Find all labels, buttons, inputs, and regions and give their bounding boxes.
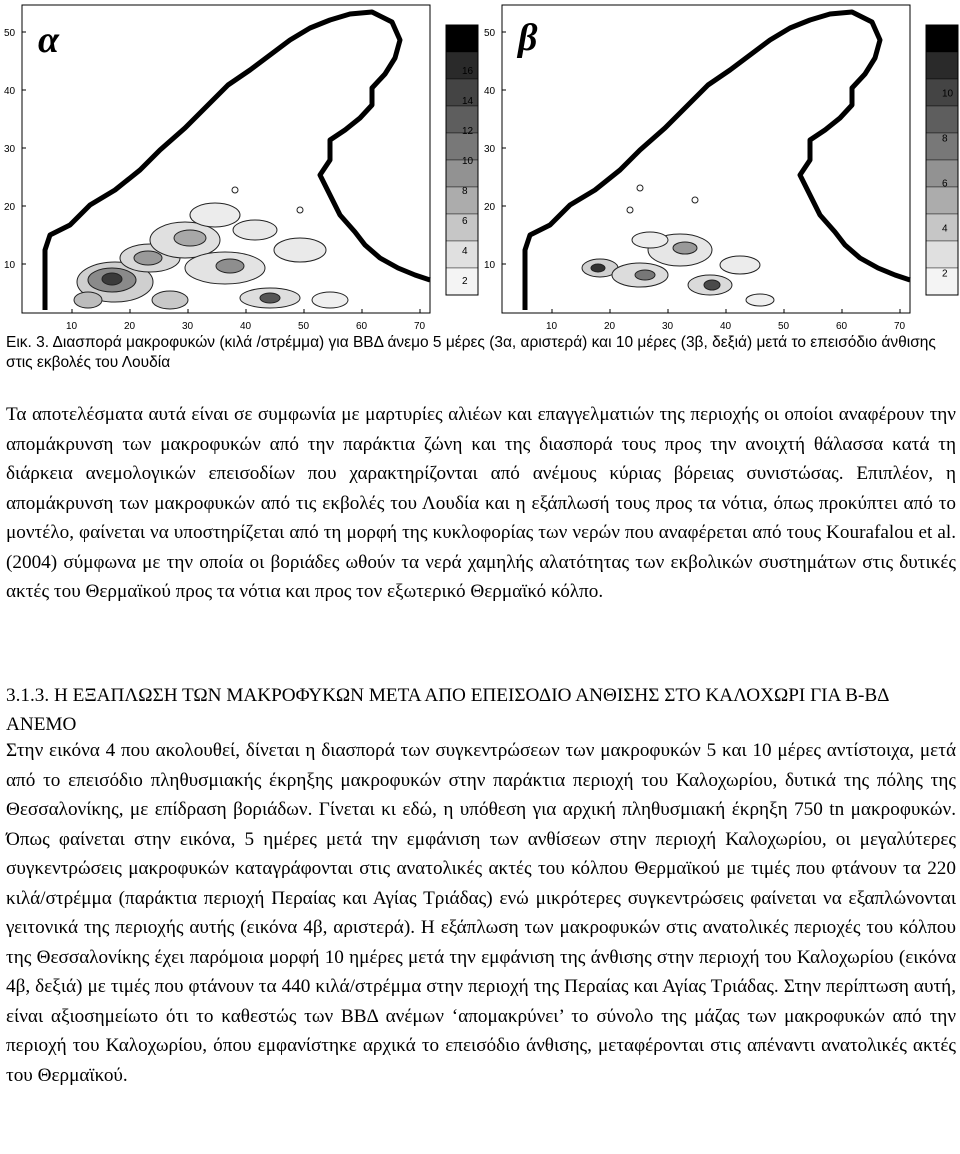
- x-tick-label: 70: [894, 321, 906, 332]
- colorbar-tick-label: 8: [942, 133, 948, 145]
- colorbar-segment: [926, 52, 958, 79]
- y-tick-label: 10: [484, 260, 496, 271]
- colorbar-tick-label: 10: [462, 156, 474, 167]
- panel-b-contours: [582, 185, 774, 306]
- x-tick-label: 50: [298, 321, 310, 332]
- colorbar-tick-label: 6: [462, 216, 468, 227]
- y-tick-label: 20: [4, 202, 16, 213]
- colorbar-segment: [926, 241, 958, 268]
- x-tick-label: 60: [356, 321, 368, 332]
- y-tick-label: 20: [484, 202, 496, 213]
- panel-a: [4, 5, 478, 332]
- x-tick-label: 30: [662, 321, 674, 332]
- panel-b-frame: [502, 5, 910, 313]
- x-tick-label: 60: [836, 321, 848, 332]
- colorbar-tick-label: 16: [462, 66, 474, 77]
- colorbar-tick-label: 18: [462, 36, 474, 47]
- y-tick-label: 30: [484, 144, 496, 155]
- y-tick-label: 50: [4, 28, 16, 39]
- panel-b: [484, 5, 958, 332]
- y-tick-label: 10: [4, 260, 16, 271]
- section-heading: 3.1.3. Η ΕΞΑΠΛΩΣΗ ΤΩΝ ΜΑΚΡΟΦΥΚΩΝ ΜΕΤΑ ΑΠΟ ΕΠΕΙΣΟΔΙΟ ΑΝΘΙΣΗΣ ΣΤΟ ΚΑΛΟΧΩΡΙ ΓΙΑ Β-ΒΔ ΑΝΕΜΟ: [6, 685, 889, 735]
- panel-a-label: α: [38, 19, 60, 61]
- y-tick-label: 50: [484, 28, 496, 39]
- panel-b-colorbar: [926, 25, 958, 295]
- colorbar-tick-label: 2: [462, 276, 468, 287]
- panel-a-contours: [74, 187, 348, 309]
- colorbar-tick-label: 4: [942, 223, 948, 235]
- x-tick-label: 40: [240, 321, 252, 332]
- colorbar-tick-label: 2: [942, 268, 948, 280]
- x-tick-label: 40: [720, 321, 732, 332]
- colorbar-tick-label: 12: [942, 43, 954, 55]
- colorbar-segment: [926, 187, 958, 214]
- colorbar-tick-label: 12: [462, 126, 474, 137]
- x-tick-label: 10: [66, 321, 78, 332]
- panel-a-x-ticks: [66, 309, 426, 332]
- panel-b-y-ticks: [484, 28, 506, 271]
- y-tick-label: 40: [4, 86, 16, 97]
- x-tick-label: 50: [778, 321, 790, 332]
- panel-b-x-ticks: [546, 309, 906, 332]
- colorbar-tick-label: 14: [462, 96, 474, 107]
- panel-b-label: β: [518, 17, 538, 59]
- paragraph-2: Στην εικόνα 4 που ακολουθεί, δίνεται η διασπορά των συγκεντρώσεων των μακροφυκών 5 και 10 μέρες αντίστοιχα, μετά από το επεισόδιο πληθυσμιακής έκρηξης μακροφυκών στην παράκτια περιοχή του Καλοχωρίου, δυτικά της πόλης της Θεσσαλονίκης, με επίδραση βοριάδων. Γίνεται κι εδώ, η υπόθεση για αρχική πληθυσμιακή έκρηξη 750 tn μακροφυκών. Όπως φαίνεται στην εικόνα, 5 ημέρες μετά την εμφάνιση των ανθίσεων στην περιοχή Καλοχωρίου, οι μεγαλύτερες συγκεντρώσεις μακροφυκών καταγράφονται στις ανατολικές ακτές του κόλπου Θερμαϊκού με τιμές που φτάνουν τα 220 κιλά/στρέμμα (παράκτια περιοχή Περαίας και Αγίας Τριάδας) ενώ μικρότερες συγκεντρώσεις φαίνεται να εξαπλώνονται γειτονικά της περιοχής αυτής (εικόνα 4β, αριστερά). Η εξάπλωση των μακροφυκών στις ανατολικές περιοχές του κόλπου της Θεσσαλονίκης έχει παρόμοια μορφή 10 ημέρες μετά την εμφάνιση της άνθισης στην περιοχή του Καλοχωρίου (εικόνα 4β, δεξιά) με τιμές που φτάνουν τα 440 κιλά/στρέμμα στην περιοχή της Περαίας και Αγίας Τριάδας. Στην περίπτωση αυτή, είναι αξιοσημείωτο ότι το καθεστώς των ΒΒΔ ανέμων ‘απομακρύνει’ το σύνολο της μάζας των μακροφυκών από την περιοχή του Καλοχωρίου, όπου εμφανίστηκε αρχικά το επεισόδιο άνθισης, μεταφέρονται στις απέναντι ανατολικές ακτές του Θερμαϊκού.: [6, 740, 956, 1086]
- colorbar-tick-label: 8: [462, 186, 468, 197]
- x-tick-label: 10: [546, 321, 558, 332]
- x-tick-label: 70: [414, 321, 426, 332]
- figure-svg: [0, 0, 960, 332]
- x-tick-label: 20: [604, 321, 616, 332]
- colorbar-tick-label: 6: [942, 178, 948, 190]
- x-tick-label: 30: [182, 321, 194, 332]
- figure: [0, 0, 960, 332]
- colorbar-tick-label: 4: [462, 246, 468, 257]
- colorbar-tick-label: 10: [942, 88, 954, 100]
- panel-a-colorbar: [446, 25, 478, 295]
- x-tick-label: 20: [124, 321, 136, 332]
- paragraph-1: Τα αποτελέσματα αυτά είναι σε συμφωνία με μαρτυρίες αλιέων και επαγγελματιών της περιοχής οι οποίοι αναφέρουν την απομάκρυνση των μακροφυκών από την παράκτια ζώνη και της διασπορά τους προς την ανοιχτή θάλασσα κατά τη διάρκεια ανεμολογικών επεισοδίων που χαρακτηρίζονται από ανέμους κύριας βόρειας συνιστώσας. Επιπλέον, η απομάκρυνση των μακροφυκών από τις εκβολές του Λουδία και η εξάπλωσή τους προς τα νότια, όπως προκύπτει από το μοντέλο, φαίνεται να υποστηρίζεται από τη μορφή της κυκλοφορίας των νερών που αναφέρεται από τους Kourafalou et al. (2004) σύμφωνα με την οποία οι βοριάδες ωθούν τα νερά χαμηλής αλατότητας των εκβολικών συστημάτων στις δυτικές ακτές του Θερμαϊκού προς τα νότια και προς τον εξωτερικό Θερμαϊκό κόλπο.: [6, 404, 956, 602]
- colorbar-segment: [926, 106, 958, 133]
- y-tick-label: 40: [484, 86, 496, 97]
- figure-caption: Εικ. 3. Διασπορά μακροφυκών (κιλά /στρέμμα) για ΒΒΔ άνεμο 5 μέρες (3α, αριστερά) και 10 μέρες (3β, δεξιά) μετά το επεισόδιο άνθισης στις εκβολές του Λουδία: [6, 334, 936, 371]
- y-tick-label: 30: [4, 144, 16, 155]
- panel-a-y-ticks: [4, 28, 26, 271]
